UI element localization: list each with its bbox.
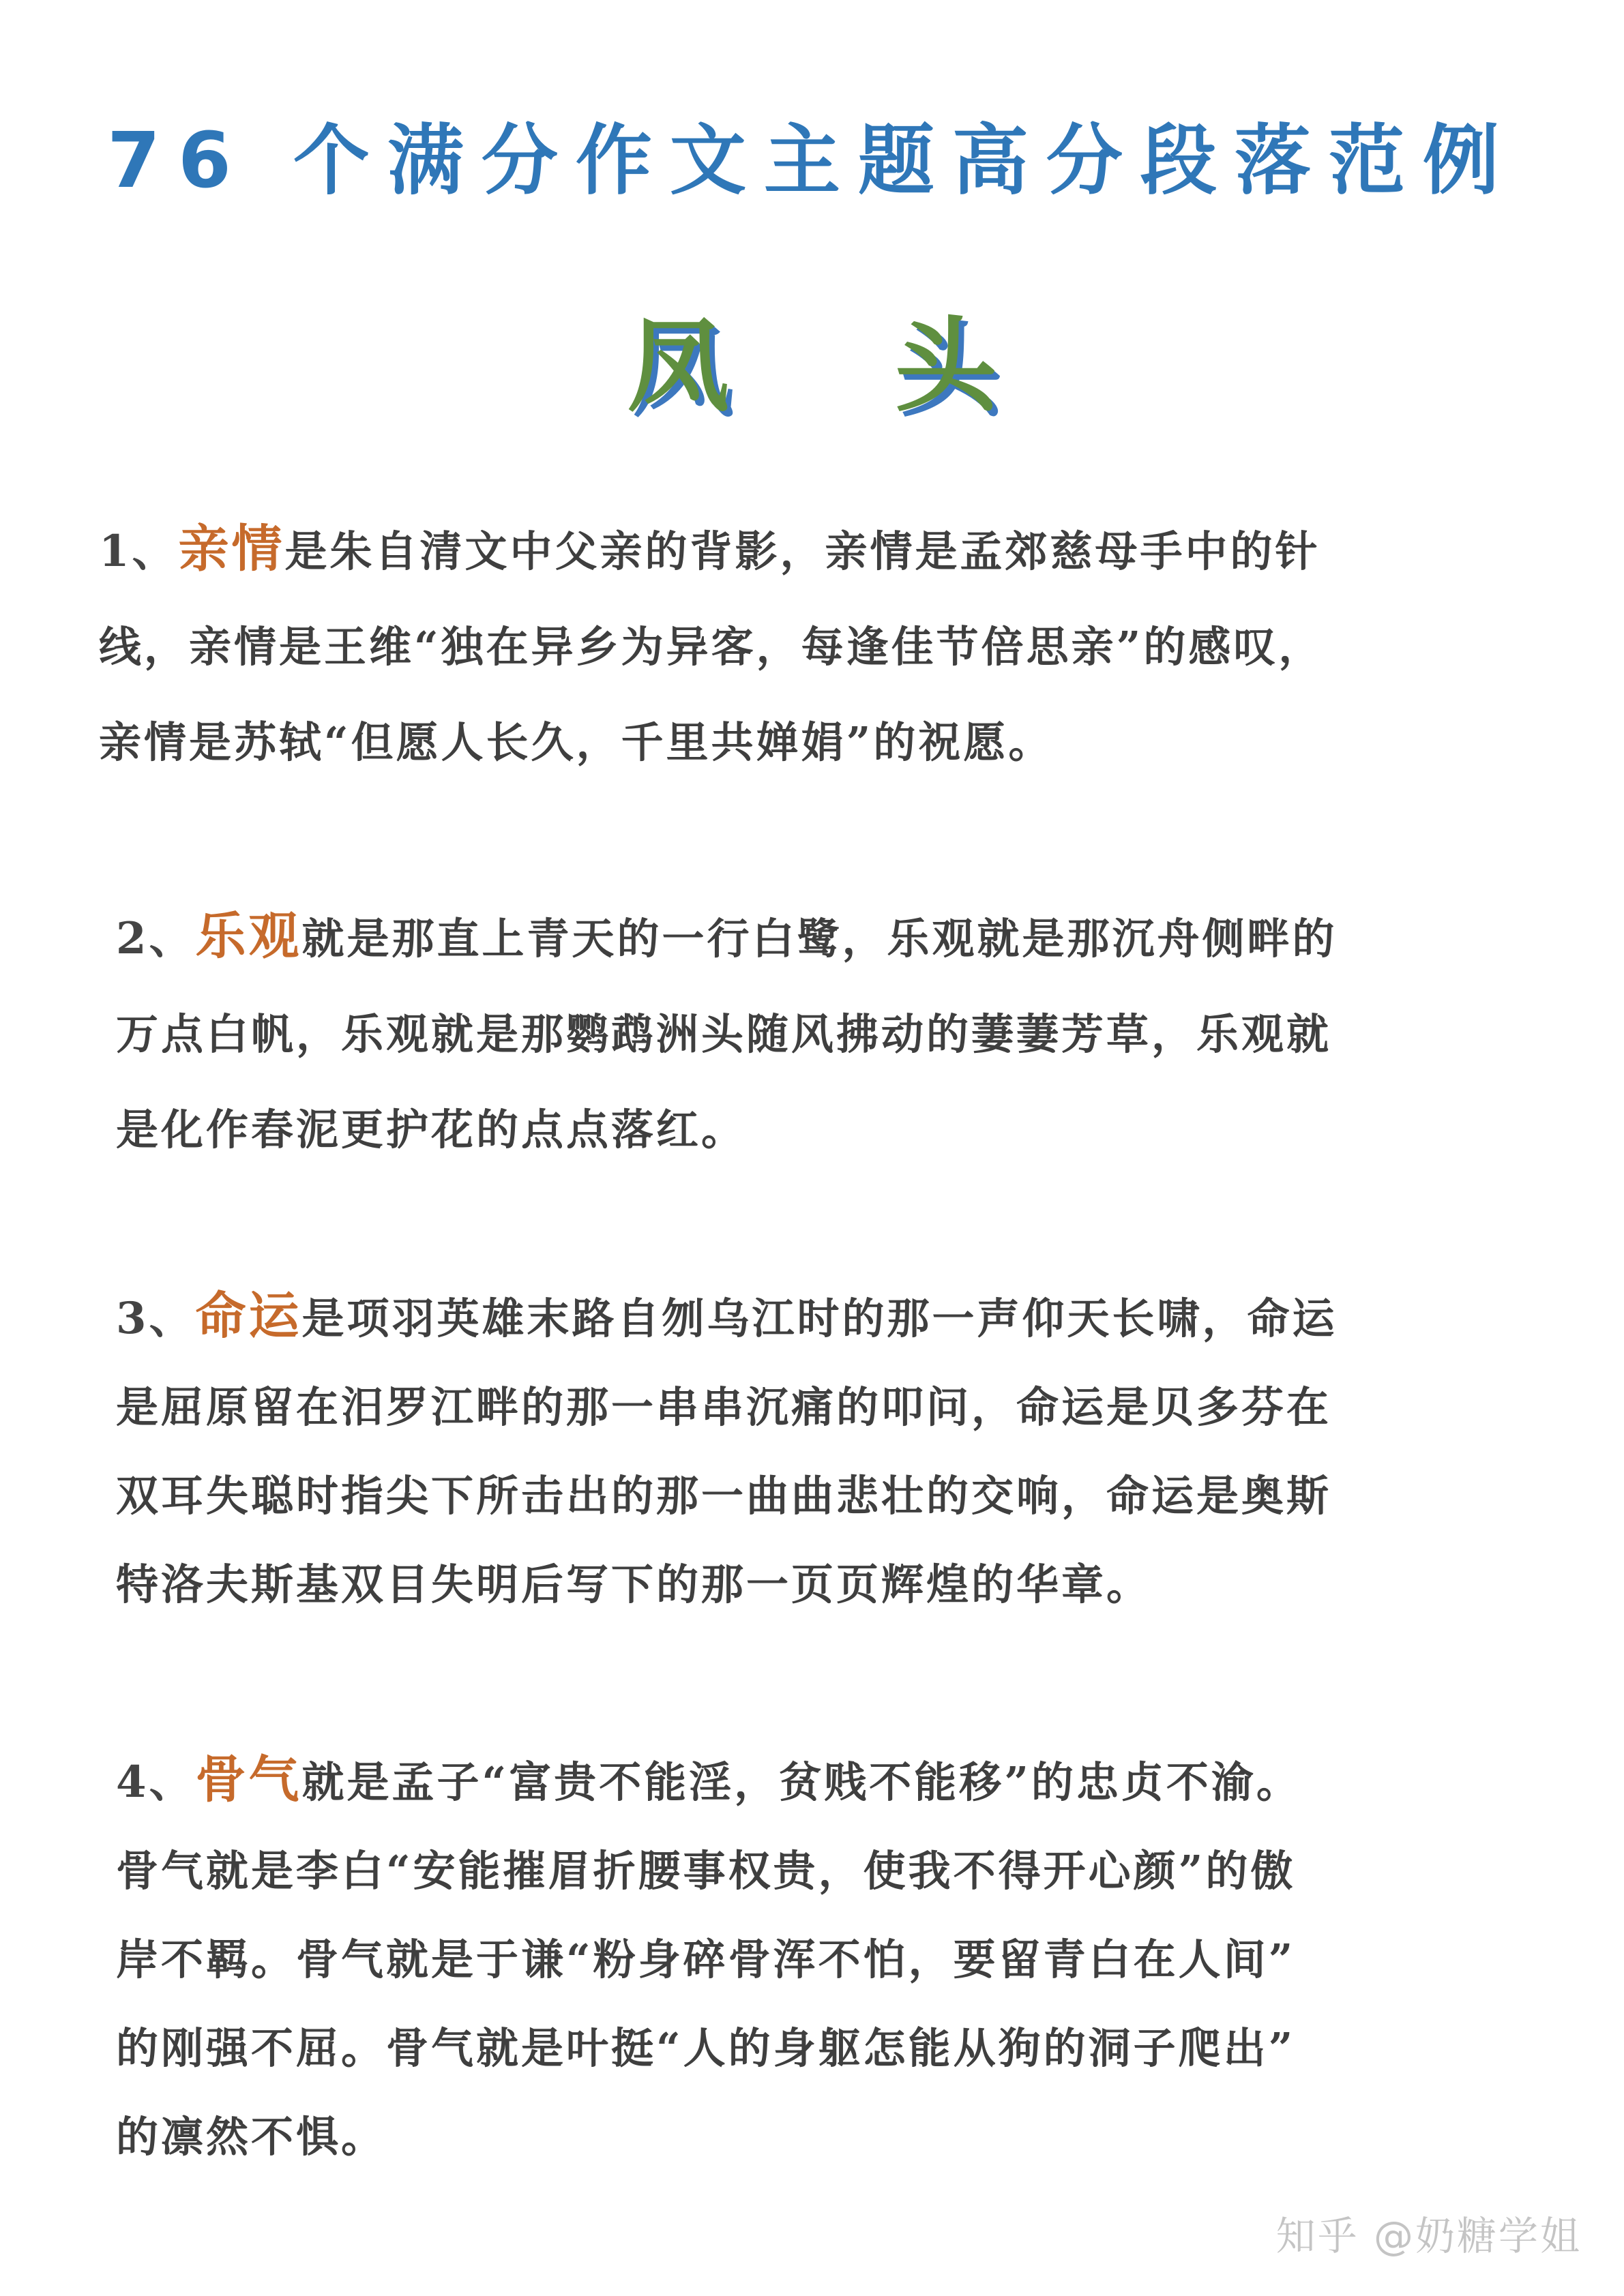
paragraph-1 — [99, 501, 1323, 790]
paragraph-2 — [116, 889, 1338, 1178]
paragraph-line: 万点白帆，乐观就是那鹦鹉洲头随风拂动的萋萋芳草，乐观就 — [116, 1009, 1332, 1059]
paragraph-line — [116, 1272, 1338, 1363]
paragraph-text: 就是孟子“富贵不能淫，贫贱不能移”的忠贞不渝。 — [301, 1757, 1301, 1807]
paragraph-number: 1、 — [99, 526, 179, 577]
paragraph-line: 亲情是苏轼“但愿人长久，千里共婵娟”的祝愿。 — [99, 717, 1054, 767]
page-title: 76 个满分作文主题高分段落范例 — [107, 117, 1517, 205]
section-title: 凤 头 — [627, 306, 1062, 426]
paragraph-text: 是朱自清文中父亲的背影，亲情是孟郊慈母手中的针 — [284, 526, 1320, 576]
paragraph-line: 骨气就是李白“安能摧眉折腰事权贵，使我不得开心颜”的傲 — [116, 1846, 1296, 1896]
watermark: 知乎 @奶糖学姐 — [1275, 2213, 1582, 2259]
paragraph-text: 就是那直上青天的一行白鹭，乐观就是那沉舟侧畔的 — [301, 914, 1338, 964]
paragraph-number: 3、 — [116, 1293, 196, 1344]
paragraph-line: 线，亲情是王维“独在异乡为异客，每逢佳节倍思亲”的感叹， — [99, 622, 1324, 672]
keyword-highlight: 命运 — [195, 1287, 302, 1345]
paragraph-4 — [116, 1735, 1301, 2181]
paragraph-line: 岸不羁。骨气就是于谦“粉身碎骨浑不怕，要留青白在人间” — [116, 1935, 1296, 1984]
paragraph-line — [99, 501, 1323, 599]
paragraph-number: 2、 — [116, 913, 196, 964]
paragraph-number: 4、 — [116, 1757, 196, 1808]
paragraph-line: 的凛然不惧。 — [116, 2112, 387, 2162]
keyword-highlight: 骨气 — [195, 1750, 302, 1809]
paragraph-3 — [116, 1272, 1338, 1629]
paragraph-line: 双耳失聪时指尖下所击出的那一曲曲悲壮的交响，命运是奥斯 — [116, 1471, 1332, 1521]
paragraph-line: 的刚强不屈。骨气就是叶挺“人的身躯怎能从狗的洞子爬出” — [116, 2023, 1296, 2073]
paragraph-line: 是屈原留在汨罗江畔的那一串串沉痛的叩问，命运是贝多芬在 — [116, 1382, 1332, 1432]
paragraph-line — [116, 1735, 1301, 1827]
paragraph-text: 是项羽英雄末路自刎乌江时的那一声仰天长啸，命运 — [301, 1294, 1338, 1343]
keyword-highlight: 亲情 — [178, 520, 285, 578]
paragraph-line: 是化作春泥更护花的点点落红。 — [116, 1105, 747, 1154]
keyword-highlight: 乐观 — [195, 907, 302, 966]
paragraph-line: 特洛夫斯基双目失明后写下的那一页页辉煌的华章。 — [116, 1560, 1152, 1609]
paragraph-line — [116, 889, 1338, 987]
